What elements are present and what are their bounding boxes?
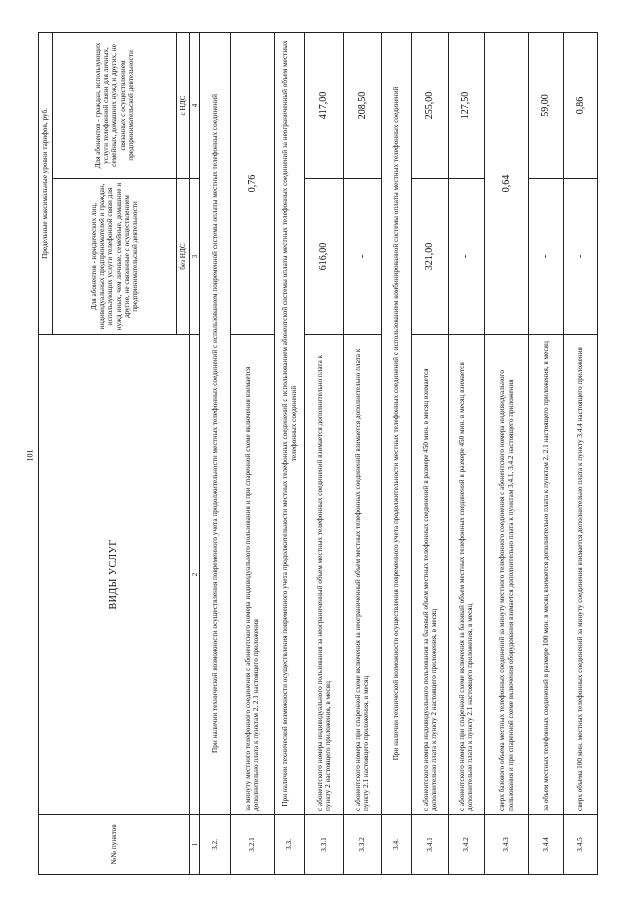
- header-vat-without: без НДС: [177, 179, 190, 335]
- header-num: №№ пунктов: [39, 815, 190, 875]
- row-num: 3.4.4: [529, 815, 563, 875]
- table-row: [529, 32, 563, 874]
- value-individual: 255,00: [412, 32, 448, 178]
- value-individual: 59,00: [529, 32, 563, 178]
- value-legal: 616,00: [305, 179, 343, 335]
- section-row: [381, 32, 411, 874]
- row-num: 3.4.: [381, 815, 411, 875]
- section-text: При наличии технической возможности осуществления повременного учета продолжительности местных телефонных соединений с использованием абонентской системы оплаты местных телефонных соединений за неограниченный объем местных телефонных соединений: [274, 32, 304, 814]
- header-tariffs-group: Предельные максимальные уровни тарифов, руб.: [39, 32, 53, 334]
- row-num: 3.4.2: [448, 815, 484, 875]
- header-legal: Для абонентов - юридических лиц, индивидуальных предпринимателей и граждан, использующих услуги телефонной связи для нужд иных, чем личные, семейные, домашние и другие, не связанные с осуществлением предпринимательской деятельности: [53, 179, 177, 335]
- row-text: с абонентского номера при спаренной схеме включения за базовый объем местных телефонных соединений в размере 450 мин. в месяц взимается дополнительно плата к пункту 2.1 настоящего приложения, в месяц: [448, 335, 484, 815]
- row-num: 3.3.2: [343, 815, 381, 875]
- row-text: за минуту местного телефонного соединения с абонентского номера индивидуального пользования и при спаренной схеме включения взимается дополнительно плата к пунктам 2, 2.1 настоящего приложения: [230, 335, 274, 815]
- value-individual: 127,50: [448, 32, 484, 178]
- index-cell: 2: [190, 335, 200, 815]
- row-text: с абонентского номера индивидуального пользования за базовый объем местных телефонных соединений в размере 450 мин. в месяц взимается дополнительно плата к пункту 2 настоящего приложения, в месяц: [412, 335, 448, 815]
- index-cell: 4: [190, 32, 200, 178]
- row-num: 3.4.5: [563, 815, 597, 875]
- section-text: При наличии технической возможности осуществления повременного учета продолжительности местных телефонных соединений с использованием комбинированной системы оплаты местных телефонных соединений: [381, 32, 411, 814]
- row-text: за объем местных телефонных соединений в размере 100 мин. в месяц взимается дополнительно плата к пунктам 2, 2.1 настоящего приложения, в месяц: [529, 335, 563, 815]
- row-num: 3.2.1: [230, 815, 274, 875]
- table-row: [563, 32, 597, 874]
- value-combined: 0,64: [484, 32, 528, 334]
- value-legal: -: [343, 179, 381, 335]
- table-row: [343, 32, 381, 874]
- section-text: При наличии технической возможности осуществления повременного учета продолжительности местных телефонных соединений с использованием повременной системы оплаты местных телефонных соединений: [200, 32, 230, 814]
- row-num: 3.4.1: [412, 815, 448, 875]
- value-legal: -: [448, 179, 484, 335]
- row-num: 3.3.1: [305, 815, 343, 875]
- row-text: с абонентского номера при спаренной схеме включения за неограниченный объем местных телефонных соединений взимается дополнительно плата к пункту 2.1 настоящего приложения, в месяц: [343, 335, 381, 815]
- table-row: [448, 32, 484, 874]
- index-cell: 3: [190, 179, 200, 335]
- value-individual: 417,00: [305, 32, 343, 178]
- value-combined: 0,76: [230, 32, 274, 334]
- value-legal: -: [529, 179, 563, 335]
- row-num: 3.2.: [200, 815, 230, 875]
- row-text: с абонентского номера индивидуального пользования за неограниченный объем местных телефонных соединений взимается дополнительно плата к пункту 2 настоящего приложения, в месяц: [305, 335, 343, 815]
- row-num: 3.3.: [274, 815, 304, 875]
- value-individual: 208,50: [343, 32, 381, 178]
- value-legal: 321,00: [412, 179, 448, 335]
- index-cell: 1: [190, 815, 200, 875]
- value-legal: -: [563, 179, 597, 335]
- table-row: [230, 32, 274, 874]
- value-individual: 0,86: [563, 32, 597, 178]
- header-service: ВИДЫ УСЛУГ: [39, 335, 190, 815]
- row-text: сверх объема 100 мин. местных телефонных соединений за минуту соединения взимается дополнительно плата к пункту 3.4.4 настоящего приложения: [563, 335, 597, 815]
- section-row: [200, 32, 230, 874]
- row-num: 3.4.3: [484, 815, 528, 875]
- row-text: сверх базового объема местных телефонных соединений за минуту местного телефонного соединения с абонентского номера индивидуального пользования и при спаренной схеме включения оборудования взимается дополнительно плата к пунктам 3.4.1, 3.4.2 настоящего приложения: [484, 335, 528, 815]
- table-row: [412, 32, 448, 874]
- section-row: [274, 32, 304, 874]
- tariff-table: [38, 32, 598, 875]
- table-row: [484, 32, 528, 874]
- header-vat-with: с НДС: [177, 32, 190, 178]
- table-row: [305, 32, 343, 874]
- header-individual: Для абонентов - граждан, использующих услуги телефонной связи для личных, семейных, домашних нужд и других, не связанных с осуществлением предпринимательской деятельности: [53, 32, 177, 178]
- page-number: 101: [25, 449, 35, 462]
